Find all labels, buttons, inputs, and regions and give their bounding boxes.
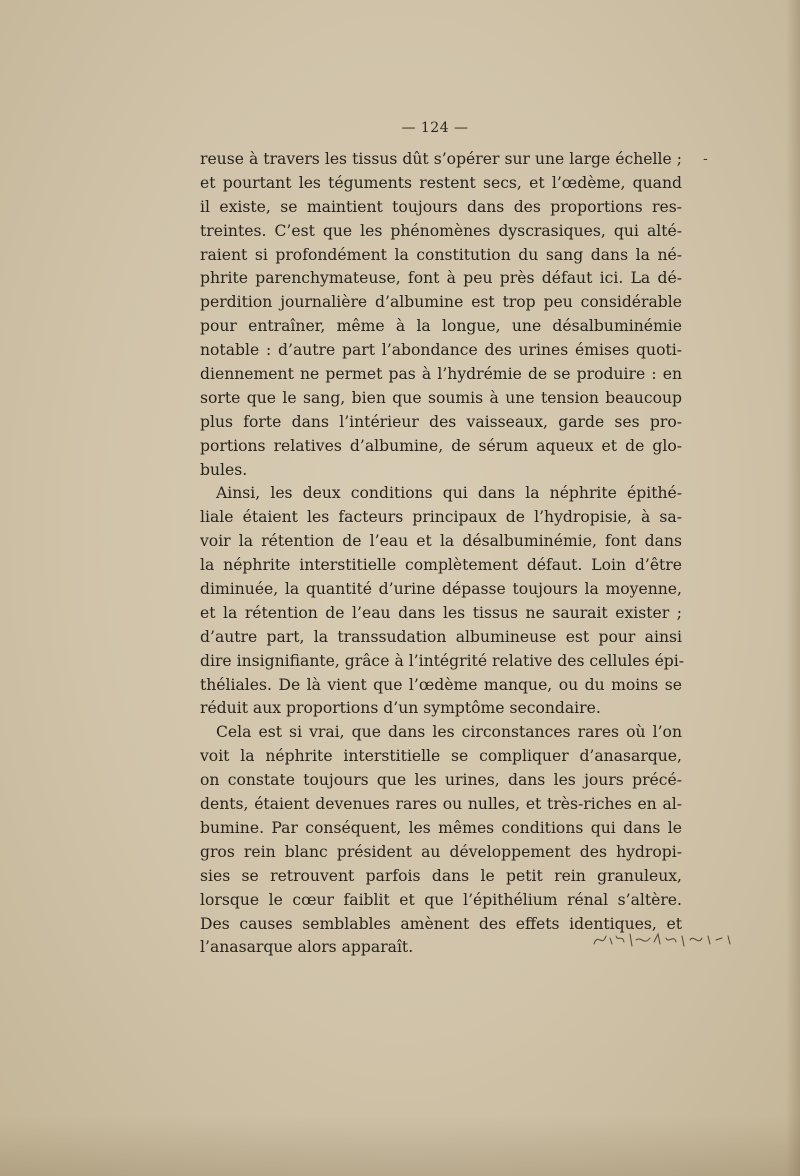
text-line: Ainsi, les deux conditions qui dans la néphrite épithé- — [216, 484, 682, 503]
text-line: dire insignifiante, grâce à l’intégrité relative des cellules épi- — [200, 651, 685, 670]
text-line: liale étaient les facteurs principaux de l’hydropisie, à sa- — [200, 508, 682, 527]
text-line: treintes. C’est que les phénomènes dyscrasiques, qui alté- — [200, 221, 682, 240]
text-line: dents, étaient devenues rares ou nulles, et très-riches en al- — [200, 795, 682, 814]
text-line: sies se retrouvent parfois dans le petit rein granuleux, — [200, 866, 682, 885]
page-number: — 124 — — [401, 120, 469, 136]
text-line: Des causes semblables amènent des effets identiques, et — [200, 914, 682, 933]
text-line: lorsque le cœur faiblit et que l’épithélium rénal s’altère. — [200, 890, 682, 909]
text-line: perdition journalière d’albumine est trop peu considérable — [200, 293, 682, 312]
text-line: pour entraîner, même à la longue, une désalbuminémie — [200, 317, 682, 336]
text-line: il existe, se maintient toujours dans des proportions res- — [200, 197, 682, 216]
text-line: bules. — [200, 460, 248, 479]
text-line: réduit aux proportions d’un symptôme secondaire. — [200, 699, 601, 718]
text-line: gros rein blanc président au développement des hydropi- — [200, 842, 682, 861]
text-line: notable : d’autre part l’abondance des urines émises quoti- — [200, 341, 682, 360]
text-line: portions relatives d’albumine, de sérum aqueux et de glo- — [200, 436, 682, 455]
text-line: diennement ne permet pas à l’hydrémie de se produire : en — [200, 365, 682, 384]
text-line: voir la rétention de l’eau et la désalbuminémie, font dans — [200, 532, 682, 551]
text-line: diminuée, la quantité d’urine dépasse toujours la moyenne, — [200, 580, 682, 599]
body-text — [200, 148, 685, 960]
text-line: Cela est si vrai, que dans les circonstances rares où l’on — [216, 723, 682, 742]
handwritten-annotation — [588, 924, 738, 954]
text-line: l’anasarque alors apparaît. — [200, 938, 414, 957]
text-line: on constate toujours que les urines, dans les jours précé- — [200, 771, 682, 790]
page-bottom-shadow — [0, 1116, 800, 1176]
text-line: théliales. De là vient que l’œdème manque, ou du moins se — [200, 675, 682, 694]
text-line: voit la néphrite interstitielle se compliquer d’anasarque, — [200, 747, 682, 766]
text-line: phrite parenchymateuse, font à peu près défaut ici. La dé- — [200, 269, 682, 288]
text-line: et la rétention de l’eau dans les tissus ne saurait exister ; — [200, 603, 682, 622]
text-line: plus forte dans l’intérieur des vaisseaux, garde ses pro- — [200, 412, 682, 431]
text-line: la néphrite interstitielle complètement défaut. Loin d’être — [200, 556, 682, 575]
page-edge-shadow — [786, 0, 800, 1176]
text-line: bumine. Par conséquent, les mêmes conditions qui dans le — [200, 818, 682, 837]
text-line: reuse à travers les tissus dût s’opérer sur une large échelle ; — [200, 150, 682, 168]
text-line: raient si profondément la constitution du sang dans la né- — [200, 245, 682, 264]
margin-mark: - — [703, 151, 708, 167]
text-line: d’autre part, la transsudation albumineuse est pour ainsi — [200, 627, 682, 646]
text-line: sorte que le sang, bien que soumis à une tension beaucoup — [200, 388, 682, 407]
text-line: et pourtant les téguments restent secs, et l’œdème, quand — [200, 173, 682, 192]
